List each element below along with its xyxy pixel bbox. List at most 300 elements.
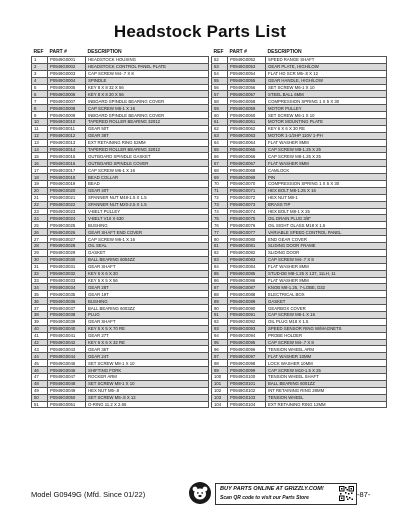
ref-cell: 9 [32, 112, 48, 119]
qr-code-icon[interactable] [339, 486, 354, 501]
table-row [32, 380, 209, 387]
part-number-cell: P0949G0029 [48, 249, 86, 256]
ref-cell: 65 [212, 146, 228, 153]
part-number-cell: P0949G0095 [228, 339, 266, 346]
description-cell: INBOARD SPINDLE BEARING COVER [86, 112, 209, 119]
description-cell: KEY 8 X 8 20 X 56 [86, 91, 209, 98]
description-cell: SHIFTING FORK [86, 367, 209, 374]
description-cell: GEARBOX COVER [266, 305, 387, 312]
ref-cell: 25 [32, 222, 48, 229]
description-cell: VARIABLE SPEED CONTROL PANEL [266, 229, 387, 236]
table-row [32, 394, 209, 401]
ref-cell: 42 [32, 339, 48, 346]
description-cell: KEY 8 X 8 32 X 56 [86, 84, 209, 91]
description-cell: CAP SCREW M4-.7 X 8 [266, 339, 387, 346]
table-row [212, 98, 387, 105]
part-number-cell: P0949G0067 [228, 160, 266, 167]
description-cell: GEAR PLATE, HIGH/LOW [266, 63, 387, 70]
ref-cell: 67 [212, 160, 228, 167]
description-cell: HEADSTOCK CONTROL PANEL PLATE [86, 63, 209, 70]
ref-cell: 64 [212, 139, 228, 146]
part-number-cell: P0949G0091 [228, 311, 266, 318]
part-number-cell: P0949G0050 [48, 394, 86, 401]
description-cell: FLAT WASHER 8MM [266, 277, 387, 284]
table-row [32, 325, 209, 332]
ref-cell: 63 [212, 132, 228, 139]
table-row [32, 57, 209, 64]
ref-cell: 30 [32, 256, 48, 263]
description-cell: BALL BEARING 6004ZZ [86, 256, 209, 263]
part-number-cell: P0949G0090 [228, 305, 266, 312]
ref-cell: 75 [212, 215, 228, 222]
part-number-cell: P0949G0069 [228, 174, 266, 181]
table-row [32, 167, 209, 174]
part-number-cell: P0949G0093 [228, 325, 266, 332]
ref-cell: 7 [32, 98, 48, 105]
parts-table-right [211, 48, 387, 408]
part-number-cell: P0949G0077 [228, 229, 266, 236]
description-cell: O-RING 11.2 X 2.65 [86, 401, 209, 408]
ref-cell: 82 [212, 249, 228, 256]
table-row [32, 125, 209, 132]
ref-cell: 60 [212, 112, 228, 119]
ref-cell: 87 [212, 284, 228, 291]
description-cell: GEAR SHAFT [86, 263, 209, 270]
description-cell: GEAR 40T [86, 187, 209, 194]
table-row [212, 229, 387, 236]
description-cell: BRASS TIP [266, 201, 387, 208]
ref-cell: 49 [32, 387, 48, 394]
ref-cell: 53 [212, 63, 228, 70]
ref-cell: 69 [212, 174, 228, 181]
ref-cell: 29 [32, 249, 48, 256]
ref-cell: 81 [212, 243, 228, 250]
table-row [32, 63, 209, 70]
part-number-cell: P0949G0072 [228, 194, 266, 201]
table-row [212, 77, 387, 84]
part-number-cell: P0949G0037 [48, 305, 86, 312]
part-number-cell: P0949G0083 [228, 256, 266, 263]
ref-cell: 62 [212, 125, 228, 132]
description-cell: OIL PLUG M18 X 1.5 [266, 318, 387, 325]
table-row [32, 201, 209, 208]
table-header [212, 48, 387, 57]
description-cell: STUD-DE M8-1.25 X 137, 11LH, 11 [266, 270, 387, 277]
ref-cell: 85 [212, 270, 228, 277]
description-cell: SET SCREW M8-1 X 10 [86, 360, 209, 367]
description-cell: CAP SCREW M4-.7 X 8 [266, 256, 387, 263]
description-cell: BEAD COLLAR [86, 174, 209, 181]
description-cell: SPEED SENSOR RING W/MAGNETS [266, 325, 387, 332]
description-cell: TAPERED ROLLER BEARING 32012 [86, 119, 209, 126]
header-ref: REF [33, 48, 44, 55]
part-number-cell: P0949G0102 [228, 387, 266, 394]
ref-cell: 34 [32, 284, 48, 291]
ref-cell: 54 [212, 70, 228, 77]
ref-cell: 86 [212, 277, 228, 284]
table-row [212, 84, 387, 91]
page-title: Headstock Parts List [113, 22, 287, 41]
ref-cell: 8 [32, 105, 48, 112]
ref-cell: 96 [212, 346, 228, 353]
part-number-cell: P0949G0038 [48, 311, 86, 318]
table-row [212, 208, 387, 215]
part-number-cell: P0949G0041 [48, 332, 86, 339]
description-cell: OIL DRAIN PLUG 3/8" [266, 215, 387, 222]
parts-store-banner[interactable] [215, 483, 357, 505]
part-number-cell: P0949G0054 [228, 70, 266, 77]
description-cell: TENSION WHEEL ARM [266, 346, 387, 353]
ref-cell: 55 [212, 77, 228, 84]
part-number-cell: P0949G0094 [228, 332, 266, 339]
part-number-cell: P0949G0064 [228, 139, 266, 146]
description-cell: GEAR HANDLE, HIGH/LOW [266, 77, 387, 84]
table-row [32, 249, 209, 256]
ref-cell: 68 [212, 167, 228, 174]
table-row [212, 353, 387, 360]
description-cell: OIL SEAL [86, 243, 209, 250]
description-cell: BUSHING [86, 222, 209, 229]
table-row [212, 291, 387, 298]
description-cell: HEX NUT M8-1 [266, 194, 387, 201]
part-number-cell: P0949G0022 [48, 201, 86, 208]
description-cell: KNOB M8-1.25, 7-LOBE, D32 [266, 284, 387, 291]
description-cell: SLIDING DOOR FRAME [266, 243, 387, 250]
description-cell: SLIDING DOOR [266, 249, 387, 256]
ref-cell: 43 [32, 346, 48, 353]
table-row [212, 311, 387, 318]
part-number-cell: P0949G0097 [228, 353, 266, 360]
ref-cell: 15 [32, 153, 48, 160]
ref-cell: 22 [32, 201, 48, 208]
description-cell: COMPRESSION SPRING 1 X 5 X 30 [266, 181, 387, 188]
table-row [212, 243, 387, 250]
ref-cell: 94 [212, 332, 228, 339]
table-row [212, 187, 387, 194]
table-row [32, 284, 209, 291]
description-cell: FLAT WASHER 8MM [266, 263, 387, 270]
part-number-cell: P0949G0026 [48, 229, 86, 236]
part-number-cell: P0949G0007 [48, 98, 86, 105]
ref-cell: 23 [32, 208, 48, 215]
part-number-cell: P0949G0012 [48, 132, 86, 139]
part-number-cell: P0949G0045 [48, 360, 86, 367]
header-part: PART # [229, 48, 247, 55]
table-row [32, 84, 209, 91]
ref-cell: 19 [32, 181, 48, 188]
description-cell: GEAR SHAFT END COVER [86, 229, 209, 236]
part-number-cell: P0949G0099 [228, 367, 266, 374]
ref-cell: 17 [32, 167, 48, 174]
ref-cell: 26 [32, 229, 48, 236]
part-number-cell: P0949G0030 [48, 256, 86, 263]
description-cell: GEAR 19T [86, 291, 209, 298]
description-cell: ELECTRICAL BOX [266, 291, 387, 298]
table-row [32, 243, 209, 250]
ref-cell: 52 [212, 57, 228, 64]
description-cell: KEY 5 X 5 X 70 RE [86, 325, 209, 332]
table-row [212, 380, 387, 387]
ref-cell: 95 [212, 339, 228, 346]
ref-cell: 39 [32, 318, 48, 325]
description-cell: OIL SIGHT GLASS M18 X 1.5 [266, 222, 387, 229]
description-cell: OUTBOARD SPINDLE GASKET [86, 153, 209, 160]
ref-cell: 101 [212, 380, 228, 387]
description-cell: SPANNER NUT M48-1.5 X 1.5 [86, 194, 209, 201]
table-header [32, 48, 209, 57]
ref-cell: 102 [212, 387, 228, 394]
description-cell: GEAR 50T [86, 125, 209, 132]
ref-cell: 10 [32, 119, 48, 126]
ref-cell: 37 [32, 305, 48, 312]
part-number-cell: P0949G0004 [48, 77, 86, 84]
part-number-cell: P0949G0006 [48, 91, 86, 98]
description-cell: STEEL BALL 6MM [266, 91, 387, 98]
ref-cell: 36 [32, 298, 48, 305]
ref-cell: 48 [32, 380, 48, 387]
part-number-cell: P0949G0047 [48, 373, 86, 380]
table-row [32, 139, 209, 146]
description-cell: SPEED RANGE SHAFT [266, 57, 387, 64]
ref-cell: 38 [32, 311, 48, 318]
part-number-cell: P0949G0021 [48, 194, 86, 201]
part-number-cell: P0949G0104 [228, 401, 266, 408]
description-cell: SPANNER NUT M20-2.5 X 1.5 [86, 201, 209, 208]
part-number-cell: P0949G0009 [48, 112, 86, 119]
description-cell: BALL BEARING 6001ZZ [266, 380, 387, 387]
part-number-cell: P0949G0023 [48, 208, 86, 215]
promo-headline: BUY PARTS ONLINE AT GRIZZLY.COM! [220, 486, 324, 492]
table-row [212, 215, 387, 222]
ref-cell: 18 [32, 174, 48, 181]
ref-cell: 92 [212, 318, 228, 325]
table-row [212, 360, 387, 367]
header-part: PART # [49, 48, 67, 55]
ref-cell: 89 [212, 298, 228, 305]
table-row [212, 318, 387, 325]
ref-cell: 74 [212, 208, 228, 215]
ref-cell: 83 [212, 256, 228, 263]
description-cell: INBOARD SPINDLE BEARING COVER [86, 98, 209, 105]
description-cell: CAP SCREW M10-1.5 X 25 [266, 367, 387, 374]
table-row [32, 132, 209, 139]
part-number-cell: P0949G0051 [48, 401, 86, 408]
part-number-cell: P0949G0057 [228, 91, 266, 98]
ref-cell: 35 [32, 291, 48, 298]
table-row [212, 112, 387, 119]
description-cell: GEAR 36T [86, 346, 209, 353]
description-cell: CAP SCREW M6-1 X 16 [86, 236, 209, 243]
description-cell: FLAT HD SCR M5-.8 X 12 [266, 70, 387, 77]
ref-cell: 104 [212, 401, 228, 408]
part-number-cell: P0949G0082 [228, 249, 266, 256]
part-number-cell: P0949G0043 [48, 346, 86, 353]
part-number-cell: P0949G0019 [48, 181, 86, 188]
ref-cell: 80 [212, 236, 228, 243]
table-row [32, 91, 209, 98]
description-cell: SET SCREW M6-1 X 10 [266, 84, 387, 91]
part-number-cell: P0949G0074 [228, 208, 266, 215]
description-cell: GASKET [266, 298, 387, 305]
table-row [32, 194, 209, 201]
ref-cell: 44 [32, 353, 48, 360]
table-row [32, 208, 209, 215]
part-number-cell: P0949G0017 [48, 167, 86, 174]
description-cell: KEY 6 X 6 X 30 RE [266, 125, 387, 132]
table-row [212, 277, 387, 284]
description-cell: TENSION WHEEL [266, 394, 387, 401]
description-cell: PIN [266, 174, 387, 181]
part-number-cell: P0949G0046 [48, 367, 86, 374]
table-row [32, 401, 209, 408]
part-number-cell: P0949G0062 [228, 125, 266, 132]
description-cell: FLAT WASHER 8MM [266, 139, 387, 146]
part-number-cell: P0949G0098 [228, 360, 266, 367]
ref-cell: 51 [32, 401, 48, 408]
ref-cell: 27 [32, 236, 48, 243]
table-row [32, 146, 209, 153]
ref-cell: 31 [32, 263, 48, 270]
ref-cell: 11 [32, 125, 48, 132]
ref-cell: 4 [32, 77, 48, 84]
table-row [212, 373, 387, 380]
part-number-cell: P0949G0068 [228, 167, 266, 174]
description-cell: GEAR SHAFT [86, 318, 209, 325]
parts-table-left [31, 48, 209, 408]
description-cell: HEX BOLT M8-1.25 X 16 [266, 187, 387, 194]
ref-cell: 46 [32, 367, 48, 374]
description-cell: ROCKER ARM [86, 373, 209, 380]
description-cell: GEAR 38T [86, 132, 209, 139]
description-cell: PROBE HOLDER [266, 332, 387, 339]
table-row [32, 291, 209, 298]
table-row [212, 305, 387, 312]
description-cell: BUSHING [86, 298, 209, 305]
description-cell: END GEAR COVER [266, 236, 387, 243]
description-cell: PLUG [86, 311, 209, 318]
ref-cell: 50 [32, 394, 48, 401]
description-cell: BALL BEARING 6003ZZ [86, 305, 209, 312]
table-row [32, 339, 209, 346]
part-number-cell: P0949G0081 [228, 243, 266, 250]
table-row [212, 105, 387, 112]
part-number-cell: P0949G0066 [228, 153, 266, 160]
part-number-cell: P0949G0059 [228, 105, 266, 112]
description-cell: GEAR 27T [86, 332, 209, 339]
page-footer [0, 480, 400, 510]
part-number-cell: P0949G0053 [228, 63, 266, 70]
description-cell: SET SCREW M5-.8 X 12 [86, 394, 209, 401]
table-row [32, 353, 209, 360]
ref-cell: 72 [212, 194, 228, 201]
part-number-cell: P0949G0056 [228, 84, 266, 91]
description-cell: MOTOR MOUNTING PLATE [266, 119, 387, 126]
description-cell: KEY 5 X 5 X 56 [86, 277, 209, 284]
part-number-cell: P0949G0086 [228, 277, 266, 284]
part-number-cell: P0949G0001 [48, 57, 86, 64]
ref-cell: 90 [212, 305, 228, 312]
ref-cell: 58 [212, 98, 228, 105]
description-cell: FLAT WASHER 10MM [266, 353, 387, 360]
ref-cell: 28 [32, 243, 48, 250]
table-row [212, 139, 387, 146]
part-number-cell: P0949G0013 [48, 139, 86, 146]
ref-cell: 76 [212, 222, 228, 229]
description-cell: INT RETAINING RING 28MM [266, 387, 387, 394]
table-row [32, 215, 209, 222]
part-number-cell: P0949G0060 [228, 112, 266, 119]
table-row [212, 284, 387, 291]
table-row [212, 394, 387, 401]
description-cell: GEAR 28T [86, 284, 209, 291]
description-cell: HEX BOLT M8-1 X 25 [266, 208, 387, 215]
ref-cell: 14 [32, 146, 48, 153]
table-row [212, 125, 387, 132]
part-number-cell: P0949G0084 [228, 263, 266, 270]
part-number-cell: P0949G0008 [48, 105, 86, 112]
page-number: -87- [357, 490, 371, 499]
ref-cell: 24 [32, 215, 48, 222]
table-row [32, 160, 209, 167]
part-number-cell: P0949G0016 [48, 160, 86, 167]
description-cell: SET SCREW M6-1 X 10 [266, 112, 387, 119]
ref-cell: 3 [32, 70, 48, 77]
part-number-cell: P0949G0036 [48, 298, 86, 305]
ref-cell: 32 [32, 270, 48, 277]
table-row [212, 181, 387, 188]
part-number-cell: P0949G0032 [48, 270, 86, 277]
description-cell: V-BELT PULLEY [86, 208, 209, 215]
ref-cell: 33 [32, 277, 48, 284]
part-number-cell: P0949G0070 [228, 181, 266, 188]
description-cell: EXT RETAINING RING 52MM [86, 139, 209, 146]
description-cell: CAP SCREW M4-.7 X 8 [86, 70, 209, 77]
ref-cell: 41 [32, 332, 48, 339]
part-number-cell: P0949G0005 [48, 84, 86, 91]
table-row [32, 387, 209, 394]
table-row [32, 70, 209, 77]
description-cell: HEADSTOCK HOUSING [86, 57, 209, 64]
table-row [32, 277, 209, 284]
description-cell: CAP SCREW M6-1 X 16 [86, 167, 209, 174]
ref-cell: 5 [32, 84, 48, 91]
table-row [212, 256, 387, 263]
table-row [32, 318, 209, 325]
table-row [212, 263, 387, 270]
table-row [32, 174, 209, 181]
ref-cell: 71 [212, 187, 228, 194]
description-cell: MOTOR PULLEY [266, 105, 387, 112]
table-row [212, 132, 387, 139]
description-cell: CAMLOCK [266, 167, 387, 174]
table-row [32, 270, 209, 277]
table-row [212, 146, 387, 153]
table-row [212, 194, 387, 201]
table-row [32, 298, 209, 305]
ref-cell: 93 [212, 325, 228, 332]
table-row [212, 167, 387, 174]
grizzly-bear-logo-icon [189, 482, 211, 504]
description-cell: GEAR 24T [86, 353, 209, 360]
promo-subline: Scan QR code to visit our Parts Store [220, 495, 309, 501]
table-row [32, 153, 209, 160]
table-row [32, 187, 209, 194]
ref-cell: 20 [32, 187, 48, 194]
part-number-cell: P0949G0076 [228, 222, 266, 229]
table-row [32, 311, 209, 318]
ref-cell: 57 [212, 91, 228, 98]
part-number-cell: P0949G0065 [228, 146, 266, 153]
